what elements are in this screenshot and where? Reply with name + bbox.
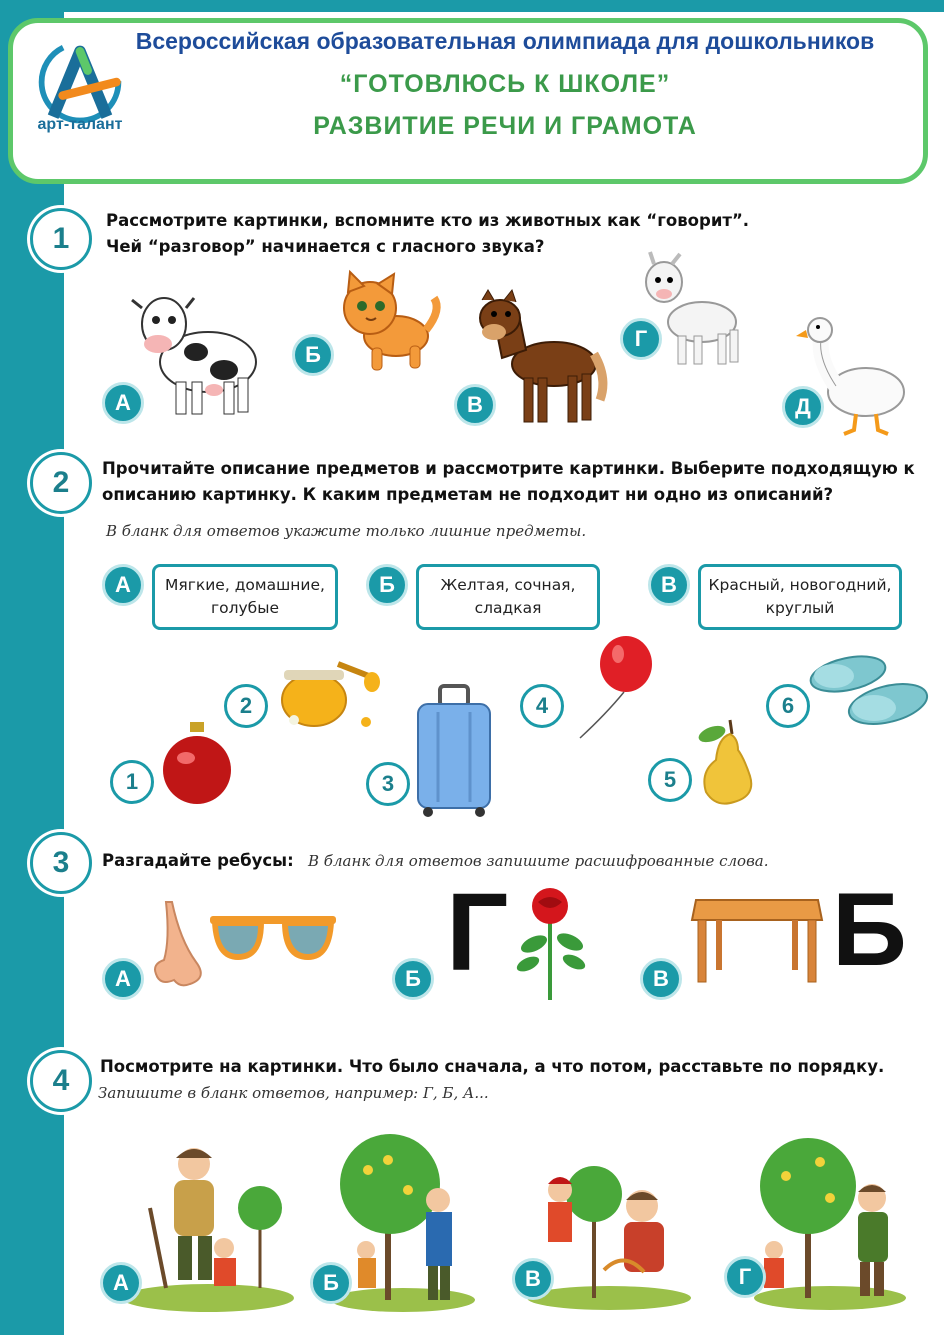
task-2-line-1: Прочитайте описание предметов и рассмотрите картинки. Выберите подходящую к (102, 459, 915, 478)
description-a-line-1: Мягкие, домашние, (165, 576, 325, 594)
task-3-number: 3 (30, 832, 92, 894)
scene-g-grown-tree-image (750, 1132, 910, 1310)
header-title: Всероссийская образовательная олимпиада для дошкольников (135, 28, 875, 54)
scene-label-v: В (512, 1258, 554, 1300)
task-2-note: В бланк для ответов укажите только лишние предметы. (106, 522, 587, 540)
task-1-label-v: В (454, 384, 496, 426)
description-v-line-2: круглый (765, 599, 835, 617)
task-3-note: В бланк для ответов запишите расшифрованные слова. (308, 852, 769, 870)
task-1-label-b: Б (292, 334, 334, 376)
task-3-title: Разгадайте ребусы: (102, 851, 294, 870)
christmas-ornament-image (160, 720, 236, 806)
pear-image (694, 716, 760, 806)
task-4-note: Запишите в бланк ответов, например: Г, Б, А... (98, 1084, 489, 1102)
description-b-line-2: сладкая (474, 599, 542, 617)
description-box-v (698, 564, 902, 630)
slippers-image (808, 652, 930, 728)
rebus-label-b: Б (392, 958, 434, 1000)
side-bar (0, 0, 64, 1335)
task-1-line-1: Рассмотрите картинки, вспомните кто из животных как “говорит”. (106, 211, 750, 230)
item-number-2: 2 (224, 684, 268, 728)
rebus-label-a: А (102, 958, 144, 1000)
description-box-a (152, 564, 338, 630)
task-1-line-2: Чей “разговор” начинается с гласного звука? (106, 237, 545, 256)
cow-image (128, 290, 260, 420)
task-1-label-d: Д (782, 386, 824, 428)
scene-label-g: Г (724, 1256, 766, 1298)
task-2-line-2: описанию картинку. К каким предметам не подходит ни одно из описаний? (102, 485, 834, 504)
top-strip (0, 0, 944, 12)
rebus-letter-g: Г (446, 871, 509, 994)
item-number-1: 1 (110, 760, 154, 804)
rebus-label-v: В (640, 958, 682, 1000)
description-box-b (416, 564, 600, 630)
description-label-v: В (648, 564, 690, 606)
task-4-line-1: Посмотрите на картинки. Что было сначала, а что потом, расставьте по порядку. (100, 1057, 885, 1076)
nose-image (150, 900, 210, 990)
scene-label-b: Б (310, 1262, 352, 1304)
task-1-number: 1 (30, 208, 92, 270)
table-image (690, 896, 824, 984)
logo-text: арт-талант (37, 116, 123, 133)
scene-a-planting-image (120, 1138, 296, 1314)
sunglasses-image (208, 914, 338, 964)
item-number-6: 6 (766, 684, 810, 728)
item-number-4: 4 (520, 684, 564, 728)
suitcase-image (414, 684, 494, 818)
honey-jar-image (276, 656, 382, 728)
task-1-label-a: А (102, 382, 144, 424)
header-subtitle-subject: РАЗВИТИЕ РЕЧИ И ГРАМОТА (313, 112, 697, 140)
description-label-b: Б (366, 564, 408, 606)
description-a-line-2: голубые (210, 599, 280, 617)
description-label-a: А (102, 564, 144, 606)
rebus-letter-b: Б (832, 872, 907, 988)
task-1-label-g: Г (620, 318, 662, 360)
task-2-number: 2 (30, 452, 92, 514)
item-number-3: 3 (366, 762, 410, 806)
description-v-line-1: Красный, новогодний, (708, 576, 892, 594)
kitten-image (330, 270, 442, 376)
description-b-line-1: Желтая, сочная, (440, 576, 576, 594)
header-subtitle-olympiad: “ГОТОВЛЮСЬ К ШКОЛЕ” (339, 70, 671, 98)
scene-label-a: А (100, 1262, 142, 1304)
item-number-5: 5 (648, 758, 692, 802)
red-balloon-image (576, 634, 656, 740)
task-4-number: 4 (30, 1050, 92, 1112)
rose-image (508, 886, 592, 1002)
